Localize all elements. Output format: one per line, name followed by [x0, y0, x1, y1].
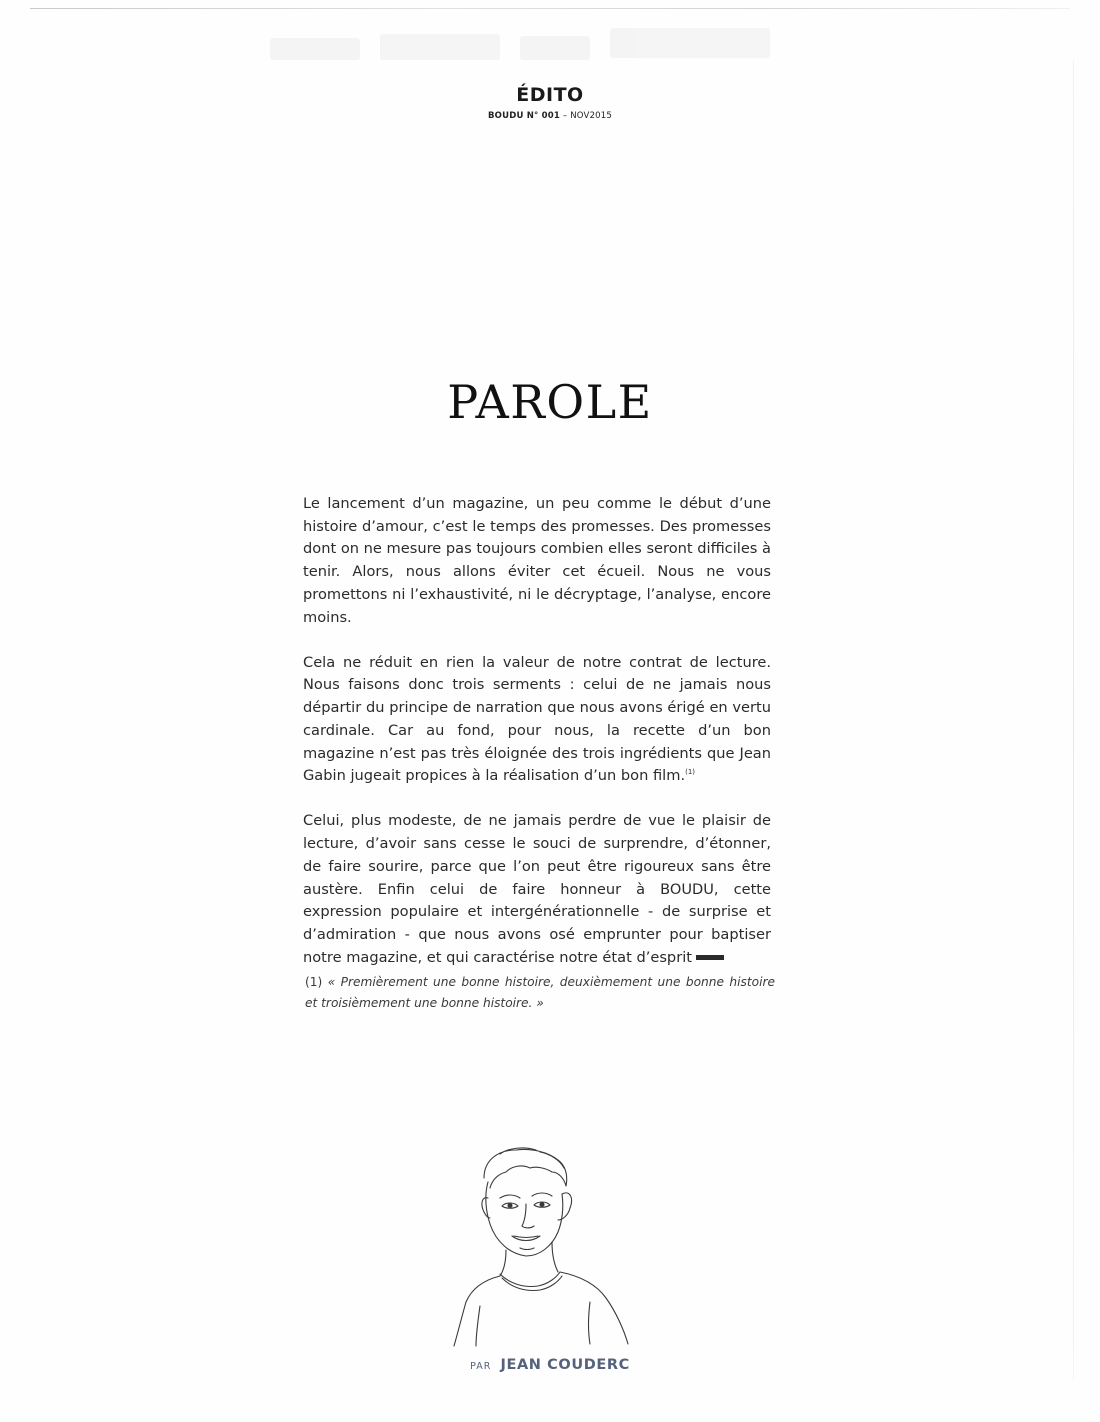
article-paragraph — [303, 652, 771, 788]
scan-edge-line — [30, 8, 1070, 9]
author-portrait-illustration — [440, 1138, 640, 1348]
paragraph-text: Cela ne réduit en rien la valeur de notre contrat de lecture. Nous faisons donc trois serments : celui de ne jamais nous départir du principe de narration que nous avons érigé en vertu cardinale. Car au fond, pour nous, la recette d’un bon magazine n’est pas très éloignée des trois ingrédients que Jean Gabin jugeait propices à la réalisation d’un bon film. — [303, 653, 771, 785]
page-header — [0, 84, 1100, 121]
footnote-reference[interactable]: (1) — [685, 768, 696, 777]
byline-prefix: PAR — [470, 1361, 492, 1372]
paragraph-text: Celui, plus modeste, de ne jamais perdre de vue le plaisir de lecture, d’avoir sans cesse le souci de surprendre, d’étonner, de faire sourire, parce que l’on peut être rigoureux sans être austère. Enfin celui de faire honneur à BOUDU, cette expression populaire et intergénérationnelle - de surprise et d’admiration - que nous avons osé emprunter pour baptiser notre magazine, et qui caractérise notre état d’esprit — [303, 812, 771, 966]
issue-line — [0, 111, 1100, 121]
article-paragraph — [303, 493, 771, 629]
paragraph-text: Le lancement d’un magazine, un peu comme le début d’une histoire d’amour, c’est le temps des promesses. Des promesses dont on ne mesure pas toujours combien elles seront difficiles à tenir. Alors, nous allons éviter cet écueil. Nous ne vous promettons ni l’exhaustivité, ni le décryptage, l’analyse, encore moins. — [303, 495, 771, 626]
footnote-quote: « Premièrement une bonne histoire, deuxièmement une bonne histoire et troisièmement une bonne histoire. » — [305, 975, 776, 1010]
article-title: PAROLE — [447, 375, 653, 429]
end-of-article-mark — [696, 955, 724, 960]
issue-number: BOUDU N° 001 — [487, 111, 560, 121]
byline — [0, 1354, 1100, 1373]
footnote-number: (1) — [305, 975, 323, 989]
article-body — [303, 493, 771, 992]
article-paragraph — [303, 810, 771, 969]
author-name: JEAN COUDERC — [500, 1357, 630, 1373]
show-through-text — [270, 20, 790, 90]
issue-separator: – — [559, 111, 571, 121]
scan-edge-shadow — [1073, 60, 1074, 1380]
section-title: ÉDITO — [516, 84, 584, 106]
issue-date: NOV2015 — [570, 111, 612, 121]
footnote — [305, 972, 775, 1014]
